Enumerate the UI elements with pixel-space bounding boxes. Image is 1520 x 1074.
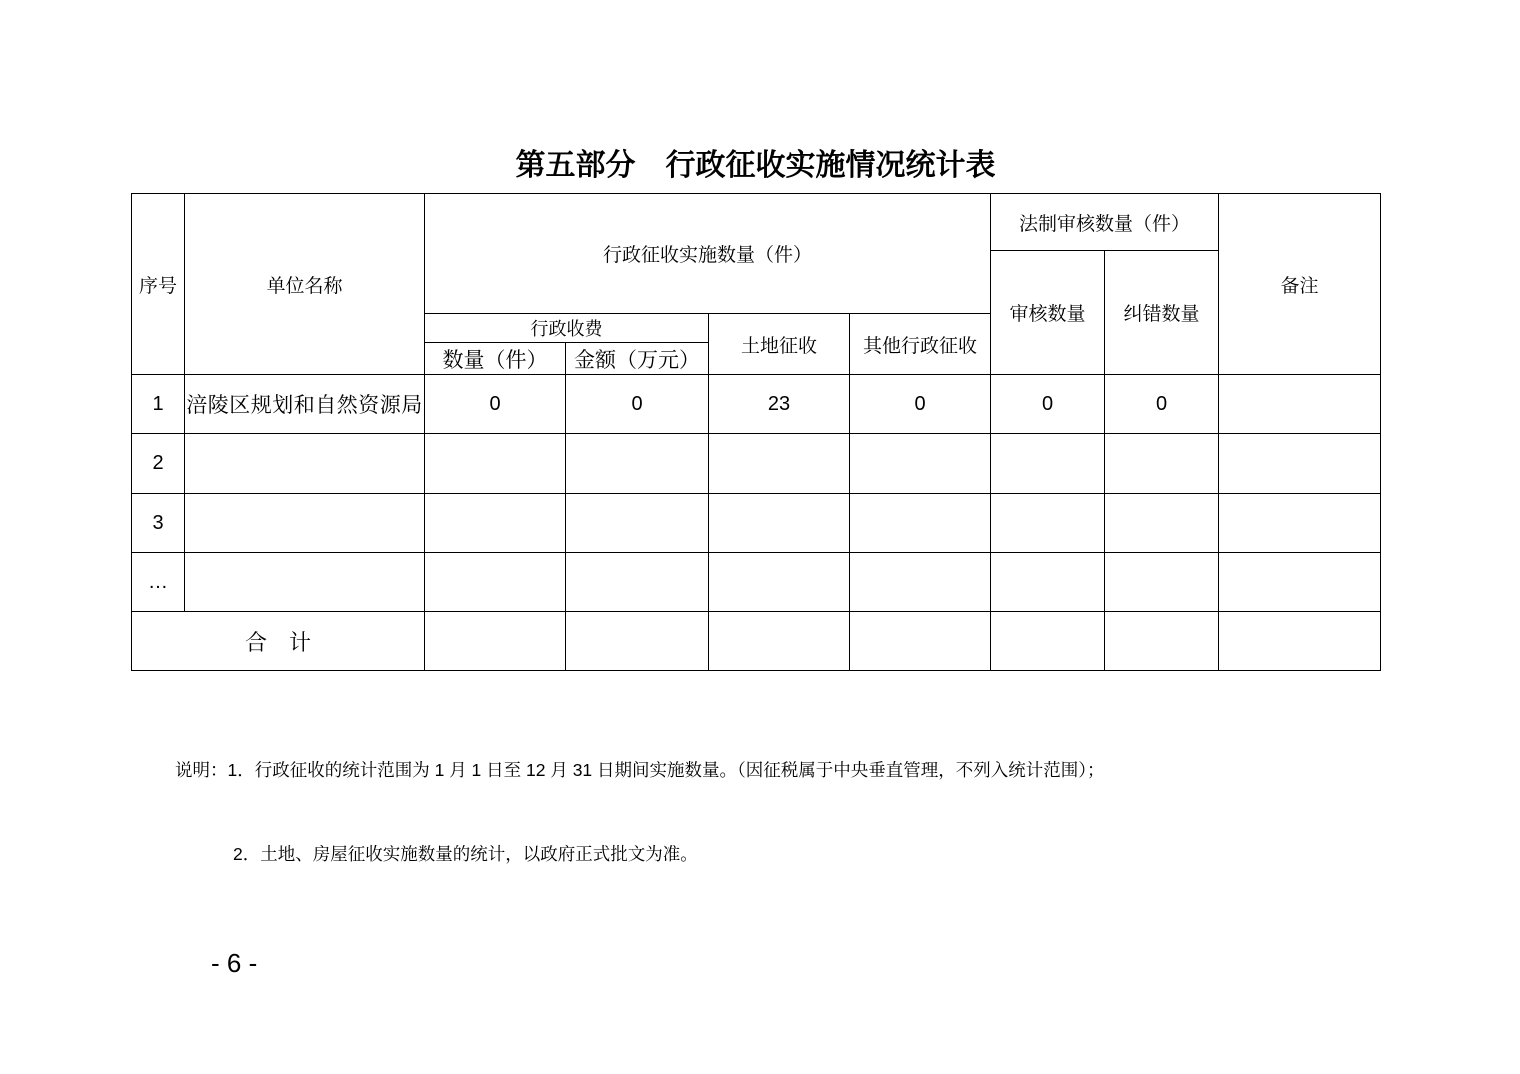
- table-row: [132, 494, 1381, 553]
- total-fee-amount: [566, 612, 709, 671]
- cell-fee-amount: [566, 434, 709, 494]
- cell-unit-name: [185, 434, 425, 494]
- header-correction-qty: 纠错数量: [1105, 251, 1219, 375]
- note-line-2: [175, 840, 1105, 868]
- notes: [175, 700, 1105, 896]
- header-remark: 备注: [1219, 194, 1381, 375]
- header-fee-qty: 数量（件）: [425, 343, 566, 375]
- cell-fee-amount: [566, 553, 709, 612]
- header-unit-name: 单位名称: [185, 194, 425, 375]
- note-line-1: [175, 756, 1105, 784]
- header-fee-amount: 金额（万元）: [566, 343, 709, 375]
- total-fee-qty: [425, 612, 566, 671]
- cell-remark: [1219, 375, 1381, 434]
- cell-correction-qty: [1105, 553, 1219, 612]
- cell-other-expropriation: [850, 494, 991, 553]
- cell-review-qty: [991, 494, 1105, 553]
- cell-correction-qty: [1105, 494, 1219, 553]
- total-row: [132, 612, 1381, 671]
- cell-land-expropriation: [709, 494, 850, 553]
- header-admin-fee-group: 行政收费: [425, 314, 709, 343]
- cell-review-qty: [991, 553, 1105, 612]
- total-remark: [1219, 612, 1381, 671]
- cell-fee-amount: [566, 494, 709, 553]
- note-prefix: 说明：: [175, 760, 228, 780]
- cell-remark: [1219, 494, 1381, 553]
- header-other-expropriation: 其他行政征收: [850, 314, 991, 375]
- table-row: [132, 375, 1381, 434]
- total-land-expropriation: [709, 612, 850, 671]
- header-seq: 序号: [132, 194, 185, 375]
- note-text-2: 2．土地、房屋征收实施数量的统计，以政府正式批文为准。: [233, 844, 698, 864]
- header-land-expropriation: 土地征收: [709, 314, 850, 375]
- note-text-1: 1．行政征收的统计范围为 1 月 1 日至 12 月 31 日期间实施数量。（因征税属于中央垂直管理，不列入统计范围）；: [227, 760, 1105, 780]
- total-correction-qty: [1105, 612, 1219, 671]
- table-row: [132, 553, 1381, 612]
- cell-other-expropriation: [850, 553, 991, 612]
- cell-fee-qty: [425, 434, 566, 494]
- cell-seq: 3: [132, 494, 185, 553]
- cell-remark: [1219, 553, 1381, 612]
- cell-unit-name: [185, 553, 425, 612]
- cell-other-expropriation: [850, 434, 991, 494]
- cell-review-qty: [991, 434, 1105, 494]
- cell-correction-qty: 0: [1105, 375, 1219, 434]
- cell-fee-amount: 0: [566, 375, 709, 434]
- cell-unit-name: [185, 494, 425, 553]
- header-review-qty: 审核数量: [991, 251, 1105, 375]
- header-legal-review-group: 法制审核数量（件）: [991, 194, 1219, 251]
- header-row-1: [132, 194, 1381, 251]
- cell-seq: 2: [132, 434, 185, 494]
- cell-review-qty: 0: [991, 375, 1105, 434]
- total-review-qty: [991, 612, 1105, 671]
- total-other-expropriation: [850, 612, 991, 671]
- cell-fee-qty: [425, 494, 566, 553]
- cell-land-expropriation: [709, 434, 850, 494]
- cell-remark: [1219, 434, 1381, 494]
- statistics-table: [131, 193, 1381, 671]
- cell-other-expropriation: 0: [850, 375, 991, 434]
- cell-seq: …: [132, 553, 185, 612]
- cell-land-expropriation: 23: [709, 375, 850, 434]
- cell-correction-qty: [1105, 434, 1219, 494]
- header-impl-qty-group: 行政征收实施数量（件）: [425, 194, 991, 314]
- page-number: - 6 -: [211, 948, 258, 978]
- cell-fee-qty: [425, 553, 566, 612]
- cell-unit-name: 涪陵区规划和自然资源局: [185, 375, 425, 434]
- cell-seq: 1: [132, 375, 185, 434]
- cell-land-expropriation: [709, 553, 850, 612]
- total-label: 合 计: [132, 612, 425, 671]
- table-row: [132, 434, 1381, 494]
- page-title: 第五部分 行政征收实施情况统计表: [515, 149, 996, 182]
- cell-fee-qty: 0: [425, 375, 566, 434]
